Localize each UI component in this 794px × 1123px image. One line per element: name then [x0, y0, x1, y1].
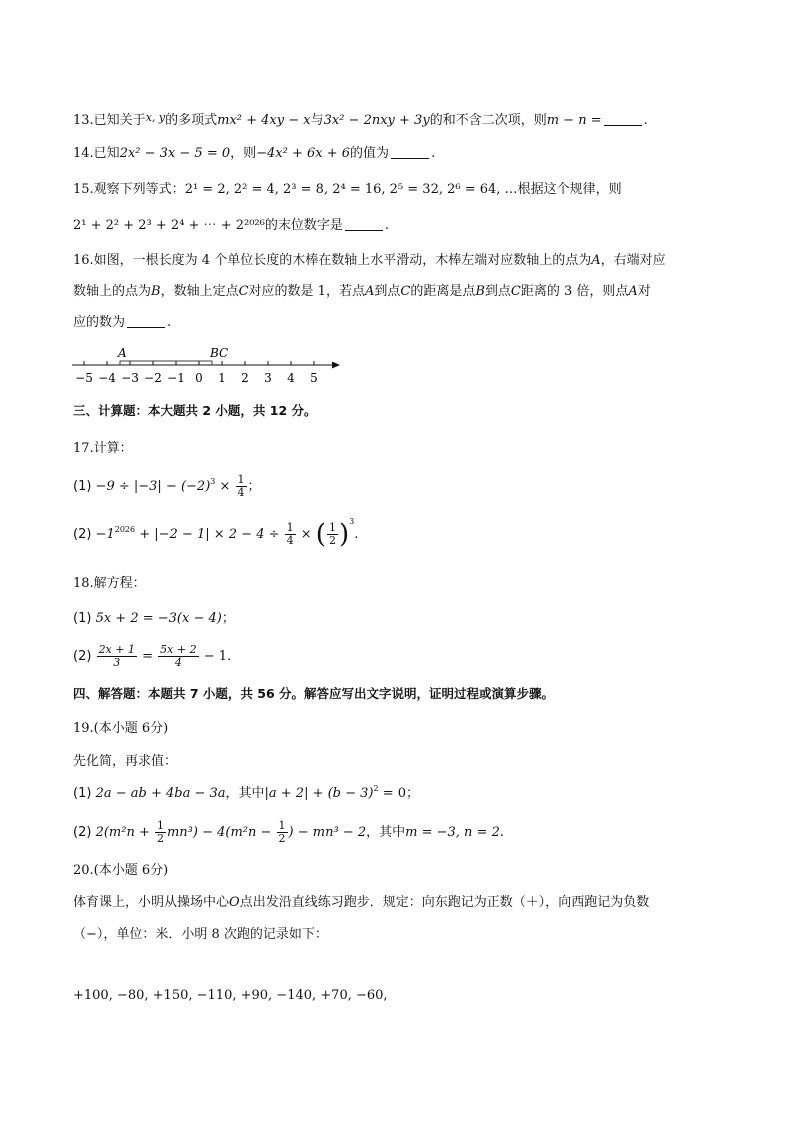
axis-tick-label: −4 — [98, 371, 116, 385]
fraction — [158, 644, 198, 669]
q18-p2-eq: = — [137, 649, 158, 664]
q13-text3: 的和不含二次项，则 — [429, 113, 547, 128]
axis-tick-label: 2 — [241, 371, 249, 385]
q16-l2i: 到点 — [484, 284, 511, 299]
q18-p1-eq: 5x + 2 = −3(x − 4) — [95, 611, 222, 626]
q17-p2-exp: 2026 — [114, 525, 136, 534]
q19-p2-a: 2(m²n + — [95, 825, 154, 840]
q16-A: A — [591, 253, 601, 268]
q16-l2l: A — [628, 284, 638, 299]
q17-p1-times: × — [215, 479, 235, 494]
answer-blank — [391, 146, 429, 159]
frac-num: 2x + 1 — [98, 643, 135, 656]
axis-tick-label: 4 — [287, 371, 295, 385]
frac-den: 2 — [156, 832, 164, 845]
fraction — [277, 820, 288, 845]
frac-num: 1 — [156, 819, 164, 832]
q18-p2-end: . — [227, 649, 232, 664]
q14-eq: 2x² − 3x − 5 = 0 — [119, 146, 231, 161]
q19-p2-b: mn³) − 4(m²n − — [166, 825, 276, 840]
q15-sum: 2¹ + 2² + 2³ + 2⁴ + ⋯ + 2²⁰²⁶ — [73, 218, 265, 233]
axis-tick-label: −5 — [75, 371, 93, 385]
frac-den: 3 — [113, 656, 121, 669]
fraction — [285, 522, 296, 547]
q13-text2: 与 — [310, 113, 324, 128]
q19-p1-expr: 2a − ab + 4ba − 3a — [95, 786, 226, 801]
axis-tick-label: 3 — [264, 371, 272, 385]
part-index: (1) — [73, 479, 92, 494]
answer-blank — [604, 113, 642, 126]
q16-line1: 16.如图，一根长度为 4 个单位长度的木棒在数轴上水平滑动，木棒左端对应数轴上的点为 — [73, 253, 592, 268]
axis-tick-label: −2 — [144, 371, 162, 385]
part-index: (1) — [73, 786, 92, 801]
q17-p2-a: −1 — [95, 527, 115, 542]
axis-tick-label: −1 — [167, 371, 185, 385]
q18-p2-tail: − 1 — [199, 649, 228, 664]
q16-l2e: 到点 — [374, 284, 401, 299]
axis-arrow — [332, 362, 340, 369]
q19-p2-end: . — [499, 825, 504, 840]
q16-l2g: 的距离是点 — [410, 284, 476, 299]
q19-p1-cond2: = 0 — [378, 786, 407, 801]
q20-O: O — [229, 895, 240, 910]
axis-tick-label: 5 — [310, 371, 318, 385]
q19-part-2 — [73, 816, 504, 850]
q17-p1-expr: −9 ÷ |−3| − (−2) — [95, 479, 211, 494]
axis-tick-label: −3 — [121, 371, 139, 385]
q16-l2f: C — [400, 284, 411, 299]
section-4-title: 四、解答题：本题共 7 小题，共 56 分。解答应写出文字说明，证明过程或演算步骤。 — [73, 686, 555, 701]
q19-lead: 19.(本小题 6分) — [73, 721, 169, 736]
q20-lead: 20.(本小题 6分) — [73, 863, 169, 878]
question-16-line-3 — [73, 313, 171, 333]
section-3-title: 三、计算题：本大题共 2 小题，共 12 分。 — [73, 403, 317, 418]
q18-p1-end: ； — [221, 611, 235, 626]
frac-num: 1 — [286, 521, 294, 534]
q13-vars: x, y — [145, 111, 166, 124]
q14-text1: ，则 — [230, 146, 257, 161]
q15-lead: 15.观察下列等式： — [73, 182, 185, 197]
axis-tick-label: 1 — [218, 371, 226, 385]
q16-end: . — [167, 315, 172, 330]
q17-p2-exp2: 3 — [349, 517, 355, 526]
frac-den: 2 — [278, 832, 286, 845]
part-index: (1) — [73, 611, 92, 626]
q13-end: . — [643, 113, 648, 128]
q16-l2k: 距离的 3 倍，则点 — [520, 284, 629, 299]
q15-eq: 2¹ = 2, 2² = 4, 2³ = 8, 2⁴ = 16, 2⁵ = 32, 2⁶ = 64, … — [184, 182, 518, 197]
q20-line-2: （−），单位：米．小明 8 次跑的记录如下： — [73, 927, 328, 942]
q16-l2a: 数轴上的点为 — [73, 284, 152, 299]
q19-part-1 — [73, 784, 419, 804]
left-paren: ( — [315, 519, 326, 550]
part-index: (2) — [73, 649, 92, 664]
q19-p2-c: ) − mn³ − 2 — [288, 825, 367, 840]
q20-l1: 体育课上，小明从操场中心 — [73, 895, 230, 910]
question-14 — [73, 144, 435, 164]
q16-l2h: B — [475, 284, 485, 299]
q16-l2m: 对 — [637, 284, 651, 299]
q15-text2: 的末位数字是 — [264, 218, 343, 233]
q16-l2b: ，数轴上定点 — [160, 284, 239, 299]
q16-B: B — [151, 284, 161, 299]
q16-l2c: 对应的数是 1，若点 — [248, 284, 365, 299]
q17-p1-exp: 3 — [210, 477, 216, 486]
q15-end: . — [384, 218, 389, 233]
q16-l2j: C — [510, 284, 521, 299]
frac-num: 5x + 2 — [160, 643, 197, 656]
q13-lead: 13.已知关于 — [73, 113, 146, 128]
q16-line1b: ，右端对应 — [600, 253, 666, 268]
frac-num: 1 — [328, 521, 336, 534]
q17-p1-end: ； — [247, 479, 261, 494]
q13-text1: 的多项式 — [165, 113, 218, 128]
q13-expr: m − n = — [546, 113, 602, 128]
q20-l1b: 点出发沿直线练习跑步．规定：向东跑记为正数（＋），向西跑记为负数 — [239, 895, 650, 910]
frac-num: 1 — [237, 473, 245, 486]
q19-p1-text: ，其中 — [225, 786, 265, 801]
q14-lead: 14.已知 — [73, 146, 120, 161]
axis-tick-label: 0 — [195, 371, 203, 385]
q20-record: +100, −80, +150, −110, +90, −140, +70, −60, — [73, 988, 388, 1003]
question-16-line-2 — [73, 282, 651, 302]
q13-poly2: 3x² − 2nxy + 3y — [323, 113, 430, 128]
q13-poly1: mx² + 4xy − x — [217, 113, 311, 128]
answer-blank — [345, 218, 383, 231]
frac-den: 4 — [286, 534, 294, 547]
q14-text2: 的值为 — [350, 146, 390, 161]
frac-num: 1 — [278, 819, 286, 832]
label-BC: BC — [210, 346, 229, 360]
q19-p2-cond: m = −3, n = 2 — [405, 825, 500, 840]
question-15-line-1 — [73, 180, 622, 200]
fraction — [97, 644, 137, 669]
q19-p1-exp: 2 — [373, 784, 379, 793]
q16-line3: 应的数为 — [73, 315, 126, 330]
q19-p2-text: ，其中 — [366, 825, 406, 840]
frac-den: 4 — [174, 656, 182, 669]
fraction — [155, 820, 166, 845]
q18-part-1 — [73, 609, 235, 629]
q20-line-1 — [73, 893, 649, 913]
q17-lead: 17.计算： — [73, 441, 133, 456]
label-A: A — [118, 346, 127, 360]
number-line-figure — [70, 342, 345, 388]
q19-p1-cond: |a + 2| + (b − 3) — [264, 786, 374, 801]
stick — [120, 361, 212, 365]
q16-C: C — [238, 284, 249, 299]
q18-lead: 18.解方程： — [73, 576, 146, 591]
fraction — [327, 522, 338, 547]
part-index: (2) — [73, 825, 92, 840]
question-13 — [73, 108, 648, 131]
q14-expr: −4x² + 6x + 6 — [256, 146, 351, 161]
question-15-line-2 — [73, 216, 389, 236]
q19-p1-end: ； — [406, 786, 420, 801]
q14-end: . — [431, 146, 436, 161]
q17-p2-c: × — [296, 527, 316, 542]
q16-l2d: A — [364, 284, 375, 299]
q17-part-2 — [73, 518, 358, 552]
part-index: (2) — [73, 527, 92, 542]
frac-den: 2 — [328, 534, 336, 547]
q17-p2-b: + |−2 − 1| × 2 − 4 ÷ — [135, 527, 284, 542]
q15-text1: 根据这个规律，则 — [517, 182, 622, 197]
answer-blank — [127, 315, 165, 328]
q18-part-2 — [73, 641, 231, 673]
fraction — [236, 474, 247, 499]
right-paren: ) — [338, 519, 350, 550]
question-16-line-1 — [73, 251, 666, 271]
frac-den: 4 — [237, 486, 245, 499]
q17-p2-end: . — [354, 527, 359, 542]
q19-intro: 先化简，再求值： — [73, 754, 178, 769]
q17-part-1 — [73, 472, 261, 502]
